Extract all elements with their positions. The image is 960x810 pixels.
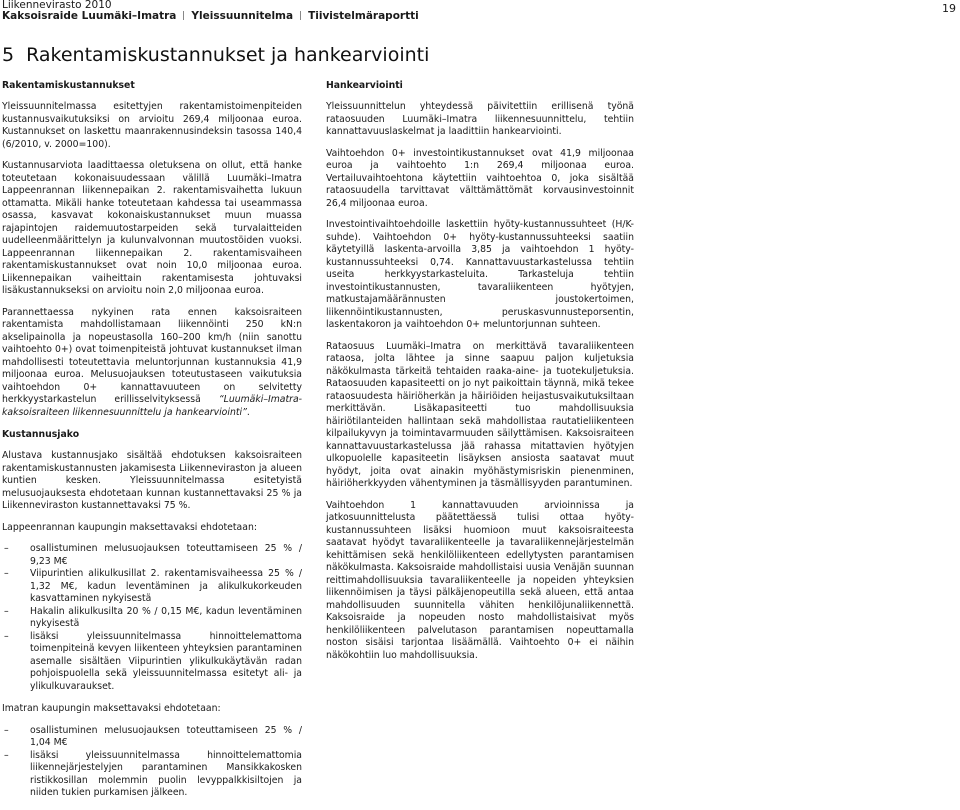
list-item: – lisäksi yleissuunnitelmassa hinnoittelemattoma toimenpiteinä kevyen liikenteen yhteyksien parantaminen asemalle sisältäen Viipurintien ylikulkukäytävän radan pohjoispuolella sekä yleissuunnitelmassa esitetyt ali- ja ylikulkuvaraukset. (2, 631, 302, 694)
paragraph-costs-summary: Yleissuunnitelmassa esitettyjen rakentamistoimenpiteiden kustannusvaikutuksiksi on arvioitu 269,4 miljoonaa euroa. Kustannukset on laskettu maanrakennusindeksin tasossa 140,4 (6/2010, v. 2000=100). (2, 101, 302, 150)
paragraph-investment-costs: Vaihtoehdon 0+ investointikustannukset ovat 41,9 miljoonaa euroa ja vaihtoehto 1:n 269,4 miljoonaa euroa. Vertailuvaihtoehtona käytettiin vaihtoehtoa 0, joka sisältää rataosuudella tarvittavat välttämättömät korvausinvestoinnit 26,4 miljoonaa euroa. (326, 147, 634, 209)
list-item: – lisäksi yleissuunnitelmassa hinnoittelemattomia liikennejärjestelyjen parantaminen Mansikkakosken ristikkosillan molemmin puolin levyppalkkisiltojen ja niiden tukien purkamisen jälkeen. (2, 750, 302, 800)
paragraph-option-0plus-text: Parannettaessa nykyinen rata ennen kaksoisraiteen rakentamista mahdollistamaan liikennöinti 250 kN:n akselipainolla ja nopeustasolla 160–200 km/h (niin sanottu vaihtoehto 0+) ovat toimenpiteistä johtuvat kustannukset ilman mahdollisesti toteutettavia meluntorjunnan kustannuksia 41,9 miljoonaa euroa. Melusuojauksen toteutustaseen vaikutuksia vaihtoehdon 0+ kannattavuuteen on selvitetty herkkyystarkastelun erillisselvityksessä (2, 306, 302, 405)
breadcrumb-separator (300, 11, 301, 20)
lappeenranta-list (2, 543, 302, 693)
imatra-list (2, 725, 302, 800)
breadcrumb-report: Tiivistelmäraportti (308, 10, 419, 22)
paragraph-benefit-cost: Investointivaihtoehdoille laskettiin hyöty-kustannussuhteet (H/K-suhde). Vaihtoehdon 0+ hyöty-kustannussuhteeksi saatiin käytetyillä laskenta-arvoilla 3,85 ja vaihtoehdon 1 hyöty-kustannussuhteeksi 0,74. Kannattavuustarkastelussa tehtiin useita herkkyystarkasteluita. Tarkasteluja tehtiin investointikustannusten, tavaraliikenteen hyötyjen, matkustajamäärännusten joustokertoimen, liikennöintikustannusten, peruskasvunnusteporsentin, laskentakoron ja vaihtoehdon 0+ meluntorjunnan suhteen. (326, 219, 634, 330)
list-item: – osallistuminen melusuojauksen toteuttamiseen 25 % / 1,04 M€ (2, 725, 302, 750)
breadcrumb-project: Kaksoisraide Luumäki–Imatra (2, 10, 177, 22)
breadcrumb (2, 11, 419, 21)
page-number: 19 (942, 2, 956, 15)
paragraph-freight-significance: Rataosuus Luumäki–Imatra on merkittävä tavaraliikenteen rataosa, jolta lähtee ja sinne saapuu paljon kuljetuksia näkökulmasta tärkeitä tehtaiden raaka-aine- ja tuotekuljetuksia. Rataosuuden kapasiteetti on jo nyt paikoittain täynnä, mikä tekee rataosuudesta häiriöherkän ja häiriöiden heijastusvaikutuksiltaan merkittävän. Lisäkapasiteetti tuo mahdollisuuksia häiriötilanteiden hallintaan sekä mahdollistaa rautatieliikenteen kilpailukyvyn ja toimintavarmuuden säilyttämisen. Kaksoisraiteen kannattavuustarkastelussa jää rahassa mitattavien hyötyjen ulkopuolelle kapasiteetin lisäyksen ansiosta saatavat muut hyödyt, joita ovat ainakin myöhästymisriskin pienenminen, häiriöherkkyyden vähentyminen ja täsmällisyyden parantuminen. (326, 340, 634, 489)
breadcrumb-plan: Yleissuunnitelma (191, 10, 294, 22)
header-organization: Liikennevirasto 2010 (2, 0, 112, 11)
list-item: – osallistuminen melusuojauksen toteuttamiseen 25 % / 9,23 M€ (2, 543, 302, 568)
right-column (326, 80, 634, 671)
left-column (2, 80, 302, 810)
heading-construction-costs: Rakentamiskustannukset (2, 80, 135, 91)
paragraph-evaluation-intro: Yleissuunnittelun yhteydessä päivitettiin erillisenä työnä rataosuuden Luumäki–Imatra liikennesuunnittelu, tehtiin kannattavuuslaskelmat ja laadittiin hankearviointi. (326, 101, 634, 137)
paragraph-lappeenranta-intro: Lappeenrannan kaupungin maksettavaksi ehdotetaan: (2, 521, 257, 533)
paragraph-option-0plus (2, 307, 302, 420)
heading-project-evaluation: Hankearviointi (326, 80, 403, 91)
paragraph-imatra-intro: Imatran kaupungin maksettavaksi ehdotetaan: (2, 703, 221, 714)
paragraph-end-period: . (246, 406, 250, 418)
paragraph-cost-assumptions: Kustannusarviota laadittaessa oletuksena on ollut, että hanke toteutetaan kokonaisuudessaan välillä Luumäki–Imatra Lappeenrannan liikennepaikan 2. rakentamisvaihetta lukuun ottamatta. Mikäli hanke toteutetaan kahdessa tai useammassa osassa, kasvavat kokonaiskustannukset muun muassa rajapintojen raidemuutostarpeiden sekä turvalaitteiden uudelleenmäärittelyn ja kulunvalvonnan muutostöiden vuoksi. Lappeenrannan liikennepaikan 2. rakentamisvaiheen rakentamiskustannukset ovat noin 10,0 miljoonaa euroa. Liikennepaikan vaiheittain rakentamisesta johtuvaksi lisäkustannukseksi on arvioitu noin 2,0 miljoonaa euroa. (2, 160, 302, 296)
list-item: – Viipurintien alikulkusillat 2. rakentamisvaiheessa 25 % / 1,32 M€, kadun leventäminen ja alikulkukorkeuden kasvattaminen nykyisestä (2, 568, 302, 606)
page-header (0, 0, 960, 22)
section-title-text: Rakentamiskustannukset ja hankearviointi (26, 44, 430, 66)
report-title-italic: “Luumäki–Imatra-kaksoisraiteen liikennesuunnittelu ja hankearviointi” (2, 394, 302, 418)
section-number: 5 (2, 44, 15, 66)
heading-cost-sharing: Kustannusjako (2, 429, 80, 440)
paragraph-cost-sharing: Alustava kustannusjako sisältää ehdotuksen kaksoisraiteen rakentamiskustannusten jakamisesta Liikenneviraston ja alueen kuntien kesken. Yleissuunnitelmassa esitetyistä melusuojauksesta ehdotetaan kunnan kustannettavaksi 25 % ja Liikenneviraston kustannettavaksi 75 %. (2, 450, 302, 511)
section-title (2, 44, 429, 66)
paragraph-option-1-assessment: Vaihtoehdon 1 kannattavuuden arvioinnissa ja jatkosuunnittelusta päätettäessä tulisi ottaa hyöty-kustannussuhteen lisäksi huomioon muut kaksoisraiteesta saatavat hyödyt tavaraliikenteelle ja tavaraliikennejärjestelmän kehittämisen sekä henkilöliikenteen edellytysten parantamisen näkökulmasta. Kaksoisraide mahdollistaisi uusia Venäjän suunnan reittimahdollisuuksia tavaraliikenteelle ja nopeiden yhteyksien liikennöimisen ja täysi pälkäjenopeutilla sekä alueen, että antaa mahdollisuuden suunnitella vähiten henkilöjunaliikennettä. Kaksoisraide ja nopeuden nosto mahdollistaisivat myös henkilöliikenteen palvelutason parantamisen nopeuttamalla noston sisäisi tarjontaa lisäämällä. Vaihtoehto 0+ ei näihin näkökohtiin luo mahdollisuuksia. (326, 499, 634, 661)
list-item: – Hakalin alikulkusilta 20 % / 0,15 M€, kadun leventäminen nykyisestä (2, 606, 302, 631)
breadcrumb-separator (183, 11, 184, 20)
